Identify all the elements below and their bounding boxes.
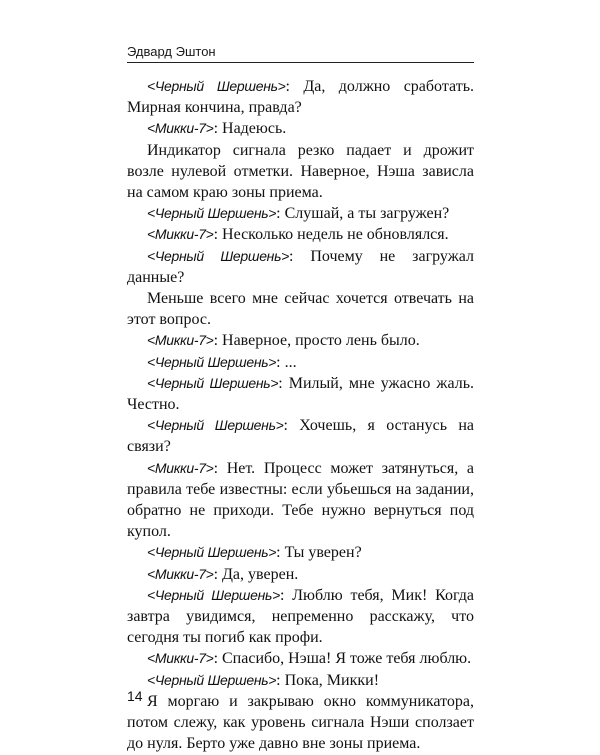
- body-text: [127, 76, 474, 755]
- speaker-nickname: <Черный Шершень>: [147, 78, 286, 94]
- paragraph-text: : Наверное, просто лень было.: [213, 332, 420, 350]
- paragraph-text: : Слушай, а ты загружен?: [276, 205, 450, 223]
- speaker-nickname: <Черный Шершень>: [147, 374, 279, 391]
- dialogue-line: [127, 246, 474, 288]
- paragraph-text: : Спасибо, Нэша! Я тоже тебя люблю.: [213, 650, 472, 668]
- narration-paragraph: [127, 691, 474, 755]
- author-name: Эдвард Эштон: [127, 44, 216, 59]
- paragraph-text: Меньше всего мне сейчас хочется отвечать на этот вопрос.: [127, 290, 474, 329]
- speaker-nickname: <Черный Шершень>: [147, 417, 284, 434]
- dialogue-line: [127, 415, 474, 457]
- paragraph-text: Индикатор сигнала резко падает и дрожит возле нулевой отметки. Наверное, Нэша зависла на самом краю зоны приема.: [127, 141, 474, 202]
- paragraph-text: : Ты уверен?: [276, 544, 362, 562]
- speaker-nickname: <Черный Шершень>: [147, 671, 277, 688]
- paragraph-text: Я моргаю и закрываю окно коммуникатора, потом слежу, как уровень сигнала Нэши сползает до нуля. Берто уже давно вне зоны приема.: [127, 692, 474, 753]
- paragraph-text: : ...: [276, 353, 297, 371]
- dialogue-line: [127, 224, 474, 245]
- paragraph-text: : Да, должно сработать. Мирная кончина, правда?: [127, 78, 474, 117]
- dialogue-line: [127, 352, 474, 373]
- dialogue-line: [127, 330, 474, 351]
- narration-paragraph: [127, 288, 474, 330]
- speaker-nickname: <Микки-7>: [147, 565, 214, 582]
- paragraph-text: : Пока, Микки!: [276, 671, 380, 689]
- speaker-nickname: <Черный Шершень>: [147, 353, 277, 370]
- speaker-nickname: <Микки-7>: [147, 650, 214, 667]
- paragraph-text: : Да, уверен.: [213, 565, 299, 583]
- dialogue-line: [127, 373, 474, 415]
- running-header: [127, 44, 474, 63]
- dialogue-line: [127, 76, 474, 118]
- speaker-nickname: <Микки-7>: [147, 459, 214, 476]
- speaker-nickname: <Черный Шершень>: [147, 586, 280, 603]
- paragraph-text: : Почему не загружал данные?: [127, 247, 474, 286]
- dialogue-line: [127, 118, 474, 139]
- paragraph-text: : Милый, мне ужасно жаль. Честно.: [127, 374, 474, 414]
- speaker-nickname: <Микки-7>: [147, 332, 214, 349]
- speaker-nickname: <Микки-7>: [147, 226, 214, 243]
- dialogue-line: [127, 585, 474, 649]
- dialogue-line: [127, 458, 474, 543]
- narration-paragraph: [127, 140, 474, 204]
- page-number: 14: [127, 688, 143, 704]
- dialogue-line: [127, 648, 474, 669]
- speaker-nickname: <Черный Шершень>: [147, 544, 277, 561]
- paragraph-text: : Нет. Процесс может затянуться, а правила тебе известны: если убьешься на задании, обратно не приходи. Тебе нужно вернуться под купол.: [127, 459, 474, 541]
- speaker-nickname: <Черный Шершень>: [147, 205, 277, 222]
- speaker-nickname: <Микки-7>: [147, 120, 214, 137]
- dialogue-line: [127, 203, 474, 224]
- paragraph-text: : Несколько недель не обновлялся.: [213, 226, 449, 244]
- dialogue-line: [127, 564, 474, 585]
- paragraph-text: : Люблю тебя, Мик! Когда завтра увидимся, непременно расскажу, что сегодня ты погиб как профи.: [127, 586, 474, 647]
- dialogue-line: [127, 542, 474, 563]
- dialogue-line: [127, 670, 474, 691]
- paragraph-text: : Надеюсь.: [213, 120, 287, 138]
- speaker-nickname: <Черный Шершень>: [147, 247, 290, 264]
- paragraph-text: : Хочешь, я останусь на связи?: [127, 417, 474, 456]
